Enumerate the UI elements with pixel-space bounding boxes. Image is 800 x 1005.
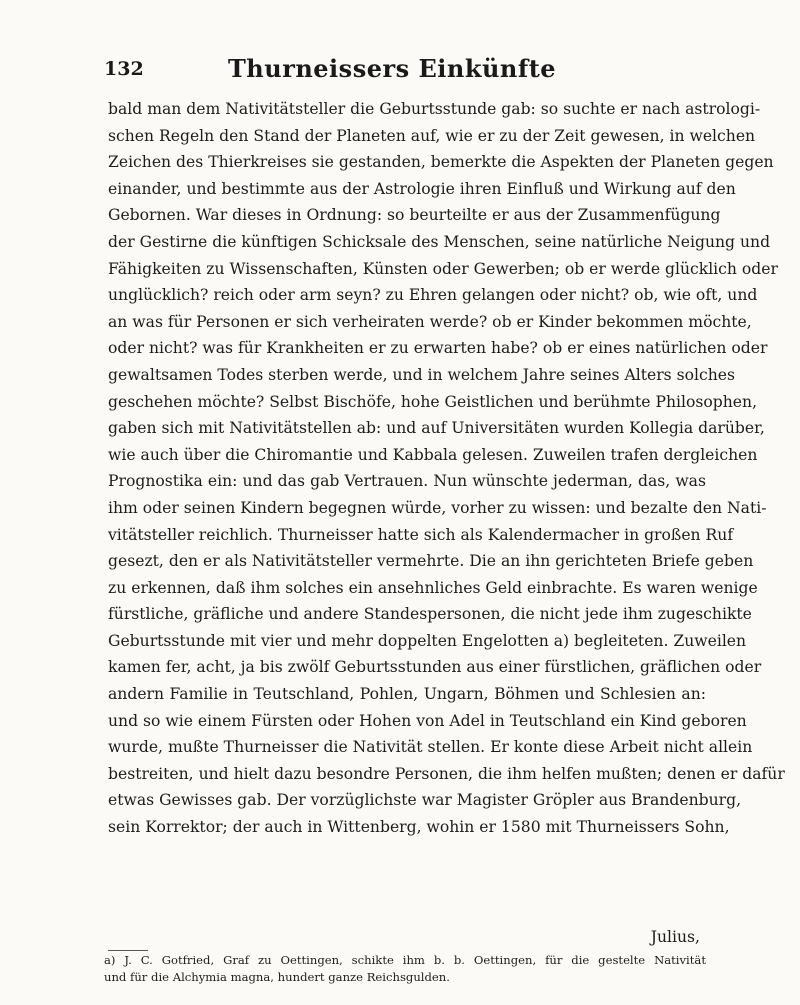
text-line: gaben sich mit Nativitätstellen ab: und auf Universitäten wurden Kollegia darüber, — [108, 419, 765, 438]
footnote-rule — [108, 950, 148, 951]
text-line: Fähigkeiten zu Wissenschaften, Künsten oder Gewerben; ob er werde glücklich oder — [108, 259, 778, 278]
text-line: andern Familie in Teutschland, Pohlen, Ungarn, Böhmen und Schlesien an: — [108, 685, 706, 704]
text-line: ihm oder seinen Kindern begegnen würde, vorher zu wissen: und bezalte den Nati- — [108, 498, 767, 517]
text-line: und so wie einem Fürsten oder Hohen von Adel in Teutschland ein Kind geboren — [108, 711, 747, 730]
text-line: gesezt, den er als Nativitätsteller vermehrte. Die an ihn gerichteten Briefe geben — [108, 552, 754, 571]
text-line: unglücklich? reich oder arm seyn? zu Ehren gelangen oder nicht? ob, wie oft, und — [108, 286, 758, 305]
text-line: Geburtsstunde mit vier und mehr doppelten Engelotten a) begleiteten. Zuweilen — [108, 631, 747, 650]
running-head: Thurneissers Einkünfte — [227, 54, 557, 83]
text-line: zu erkennen, daß ihm solches ein ansehnliches Geld einbrachte. Es waren wenige — [108, 578, 758, 597]
text-line: einander, und bestimmte aus der Astrologie ihren Einfluß und Wirkung auf den — [108, 179, 736, 198]
text-line: wie auch über die Chiromantie und Kabbala gelesen. Zuweilen trafen dergleichen — [108, 445, 758, 464]
text-line: kamen fer, acht, ja bis zwölf Geburtsstunden aus einer fürstlichen, gräflichen oder — [108, 658, 762, 677]
footnote-line: a) J. C. Gotfried, Graf zu Oettingen, schikte ihm b. b. Oettingen, für die gestelte Nativität — [104, 953, 706, 967]
text-line: wurde, mußte Thurneisser die Nativität stellen. Er konte diese Arbeit nicht allein — [108, 738, 753, 757]
text-line: der Gestirne die künftigen Schicksale des Menschen, seine natürliche Neigung und — [108, 232, 771, 251]
page-number: 132 — [104, 58, 144, 80]
text-line: oder nicht? was für Krankheiten er zu erwarten habe? ob er eines natürlichen oder — [108, 339, 768, 358]
body-text — [108, 96, 785, 841]
text-line: an was für Personen er sich verheiraten werde? ob er Kinder bekommen möchte, — [108, 312, 752, 331]
text-line: Zeichen des Thierkreises sie gestanden, bemerkte die Aspekten der Planeten gegen — [108, 153, 774, 172]
text-line: bestreiten, und hielt dazu besondre Personen, die ihm helfen mußten; denen er dafür — [108, 764, 785, 783]
text-line: Gebornen. War dieses in Ordnung: so beurteilte er aus der Zusammenfügung — [108, 206, 721, 225]
text-line: bald man dem Nativitätsteller die Geburtsstunde gab: so suchte er nach astrologi- — [108, 100, 761, 118]
text-line: vitätsteller reichlich. Thurneisser hatte sich als Kalendermacher in großen Ruf — [108, 525, 734, 544]
footnote — [104, 952, 706, 986]
page-header — [104, 54, 680, 84]
text-line: schen Regeln den Stand der Planeten auf, wie er zu der Zeit gewesen, in welchen — [108, 126, 756, 145]
text-line: sein Korrektor; der auch in Wittenberg, wohin er 1580 mit Thurneissers Sohn, — [108, 818, 730, 837]
footnote-line: und für die Alchymia magna, hundert ganze Reichsgulden. — [104, 970, 450, 984]
catchword: Julius, — [650, 928, 700, 946]
text-line: fürstliche, gräfliche und andere Standespersonen, die nicht jede ihm zugeschikte — [108, 605, 752, 624]
text-line: gewaltsamen Todes sterben werde, und in welchem Jahre seines Alters solches — [108, 365, 736, 384]
text-line: geschehen möchte? Selbst Bischöfe, hohe Geistlichen und berühmte Philosophen, — [108, 392, 758, 411]
text-line: etwas Gewisses gab. Der vorzüglichste war Magister Gröpler aus Brandenburg, — [108, 791, 742, 810]
text-line: Prognostika ein: und das gab Vertrauen. Nun wünschte jederman, das, was — [108, 472, 706, 491]
